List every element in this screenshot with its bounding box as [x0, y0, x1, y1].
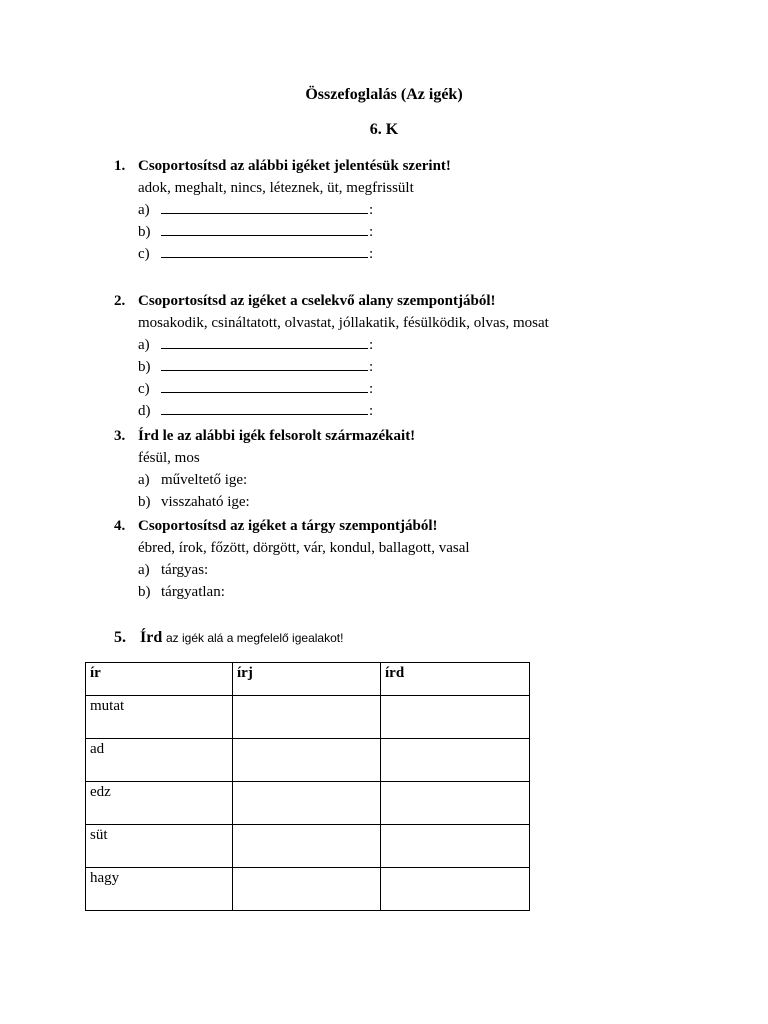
page-title: Összefoglalás (Az igék) — [305, 86, 463, 103]
table-cell-answer[interactable] — [233, 782, 381, 825]
option-letter: a) — [138, 337, 150, 353]
table-row — [86, 696, 530, 739]
table-cell-answer[interactable] — [381, 868, 530, 911]
task-instruction: Csoportosítsd az alábbi igéket jelentésük szerint! — [138, 158, 451, 174]
answer-line[interactable] — [138, 559, 734, 581]
option-letter: b) — [138, 224, 151, 240]
table-header-row — [86, 663, 530, 696]
task-instruction-bold: Írd — [140, 629, 163, 646]
task-3 — [114, 425, 734, 513]
task-word-list: fésül, mos — [138, 450, 200, 466]
task-instruction: Csoportosítsd az igéket a cselekvő alany szempontjából! — [138, 293, 496, 309]
task-number: 1. — [114, 158, 126, 174]
table-cell-answer[interactable] — [381, 739, 530, 782]
task-word-list: adok, meghalt, nincs, léteznek, üt, megfrissült — [138, 180, 414, 196]
blank-line[interactable] — [161, 356, 368, 371]
option-label: visszaható ige: — [161, 494, 250, 510]
table-cell-verb: hagy — [86, 868, 233, 911]
table-cell-verb: süt — [86, 825, 233, 868]
task-4 — [114, 515, 734, 603]
table-cell-answer[interactable] — [381, 782, 530, 825]
task-5-heading — [114, 626, 343, 650]
answer-line[interactable]: c) : — [138, 378, 734, 400]
task-instruction: az igék alá a megfelelő igealakot! — [165, 631, 344, 645]
answer-line[interactable] — [138, 469, 734, 491]
task-instruction: Csoportosítsd az igéket a tárgy szempontjából! — [138, 518, 438, 534]
table-cell-answer[interactable] — [233, 696, 381, 739]
option-letter: b) — [138, 494, 151, 510]
table-header-cell: ír — [86, 663, 233, 696]
option-letter: b) — [138, 359, 151, 375]
table-cell-verb: mutat — [86, 696, 233, 739]
task-number: 4. — [114, 518, 126, 534]
table-cell-answer[interactable] — [233, 825, 381, 868]
task-1 — [114, 155, 734, 265]
blank-line[interactable] — [161, 243, 368, 258]
task-3-heading — [114, 425, 734, 447]
blank-line[interactable] — [161, 199, 368, 214]
table-cell-answer[interactable] — [381, 825, 530, 868]
task-2 — [114, 290, 734, 422]
task-number: 2. — [114, 293, 126, 309]
table-row — [86, 825, 530, 868]
option-label: műveltető ige: — [161, 472, 248, 488]
table-cell-verb: edz — [86, 782, 233, 825]
answer-line[interactable]: d) : — [138, 400, 734, 422]
table-cell-verb: ad — [86, 739, 233, 782]
task-number: 5. — [114, 629, 126, 646]
task-1-heading — [114, 155, 734, 177]
task-word-list: ébred, írok, főzött, dörgött, vár, kondul, ballagott, vasal — [138, 540, 470, 556]
option-letter: b) — [138, 584, 151, 600]
option-label: tárgyatlan: — [161, 584, 225, 600]
blank-line[interactable] — [161, 378, 368, 393]
task-number: 3. — [114, 428, 126, 444]
task-instruction: Írd le az alábbi igék felsorolt származékait! — [138, 428, 416, 444]
table-cell-answer[interactable] — [381, 696, 530, 739]
blank-line[interactable] — [161, 221, 368, 236]
option-label: tárgyas: — [161, 562, 209, 578]
task-2-heading — [114, 290, 734, 312]
blank-line[interactable] — [161, 400, 368, 415]
answer-line[interactable]: a) : — [138, 334, 734, 356]
answer-line[interactable] — [138, 581, 734, 603]
answer-line[interactable]: b) : — [138, 356, 734, 378]
answer-line[interactable] — [138, 491, 734, 513]
blank-line[interactable] — [161, 334, 368, 349]
page-subtitle: 6. K — [369, 121, 399, 138]
option-letter: c) — [138, 246, 150, 262]
answer-line[interactable]: a) : — [138, 199, 734, 221]
option-letter: a) — [138, 562, 150, 578]
task-4-heading — [114, 515, 734, 537]
task-word-list: mosakodik, csináltatott, olvastat, jóllakatik, fésülködik, olvas, mosat — [138, 315, 549, 331]
table-cell-answer[interactable] — [233, 868, 381, 911]
answer-line[interactable]: b) : — [138, 221, 734, 243]
option-letter: a) — [138, 202, 150, 218]
table-row — [86, 739, 530, 782]
option-letter: a) — [138, 472, 150, 488]
answer-line[interactable]: c) : — [138, 243, 734, 265]
table-row — [86, 782, 530, 825]
table-row — [86, 868, 530, 911]
table-header-cell: írj — [233, 663, 381, 696]
option-letter: d) — [138, 403, 151, 419]
verb-form-table — [85, 662, 530, 911]
option-letter: c) — [138, 381, 150, 397]
table-header-cell: írd — [381, 663, 530, 696]
table-cell-answer[interactable] — [233, 739, 381, 782]
